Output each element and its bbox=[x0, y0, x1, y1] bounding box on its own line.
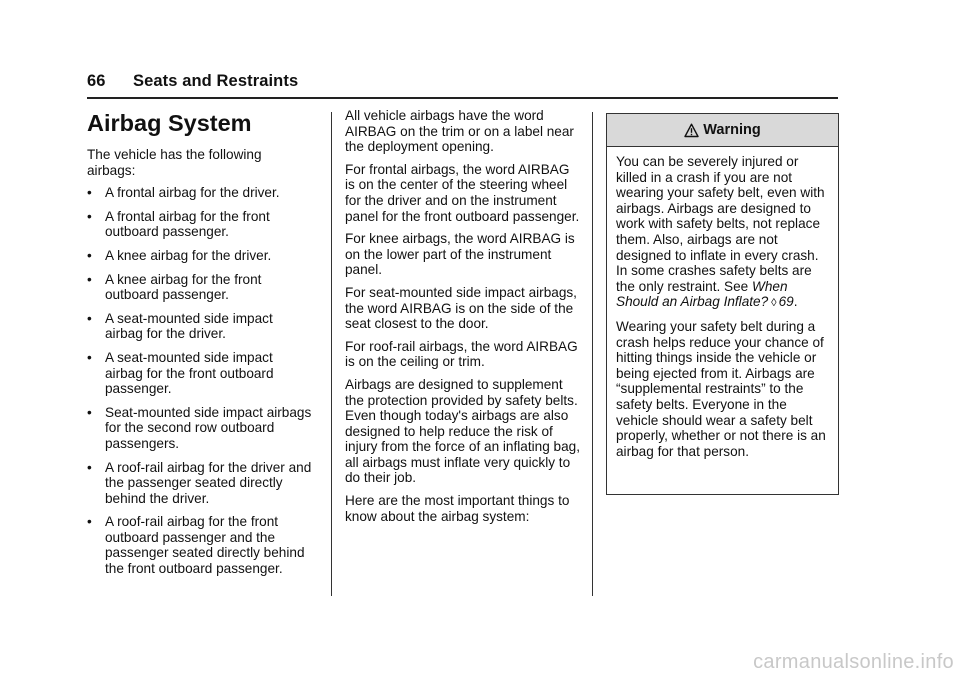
page-header bbox=[87, 72, 298, 91]
page-ref-icon: ◊ bbox=[771, 297, 777, 310]
paragraph: Here are the most important things to know about the airbag system: bbox=[345, 493, 570, 524]
airbag-list bbox=[87, 185, 312, 576]
list-item: • A knee airbag for the front outboard passenger. bbox=[87, 271, 262, 303]
column-divider bbox=[331, 112, 332, 596]
list-item: • A roof-rail airbag for the front outboard passenger and the passenger seated directly behind the front outboard passenger. bbox=[87, 514, 305, 577]
warning-body bbox=[607, 147, 838, 459]
warning-paragraph: Wearing your safety belt during a crash helps reduce your chance of hitting things inside the vehicle or being ejected from it. Airbags are “supplemental restraints” to the safety belts. Everyone in the vehicle should wear a safety belt properly, whether or not there is an airbag for that person. bbox=[616, 318, 826, 459]
page-number: 66 bbox=[87, 72, 106, 90]
warning-triangle-icon bbox=[684, 123, 699, 138]
cross-reference-page[interactable]: 69 bbox=[778, 294, 794, 310]
watermark: carmanualsonline.info bbox=[753, 651, 954, 673]
list-item: • A seat-mounted side impact airbag for the front outboard passenger. bbox=[87, 349, 274, 397]
paragraph: All vehicle airbags have the word AIRBAG on the trim or on a label near the deployment opening. bbox=[345, 108, 574, 155]
paragraph: For knee airbags, the word AIRBAG is on the lower part of the instrument panel. bbox=[345, 231, 575, 278]
bullet: • bbox=[87, 349, 92, 365]
list-item: • A seat-mounted side impact airbag for the driver. bbox=[87, 310, 273, 342]
paragraph: For seat-mounted side impact airbags, the word AIRBAG is on the side of the seat closest to the door. bbox=[345, 284, 577, 332]
bullet: • bbox=[87, 271, 92, 287]
column-divider bbox=[592, 112, 593, 596]
bullet: • bbox=[87, 247, 92, 263]
bullet: • bbox=[87, 514, 92, 530]
bullet: • bbox=[87, 404, 92, 420]
list-item: • A frontal airbag for the driver. bbox=[87, 185, 280, 201]
column-2 bbox=[345, 108, 580, 531]
paragraph: Airbags are designed to supplement the protection provided by safety belts. Even though today's airbags are also designed to help reduce the risk of injury from the force of an inflating bag, all airbags must inflate very quickly to do their job. bbox=[345, 376, 580, 486]
column-1 bbox=[87, 109, 312, 585]
section-title: Seats and Restraints bbox=[133, 72, 299, 90]
warning-paragraph: You can be severely injured or killed in a crash if you are not wearing your safety belt, even with airbags. Airbags are designed to work with safety belts, not replace them. Also, airbags are not designed to inflate in every crash. In some crashes safety belts are the only restraint. See When Should an Airbag Inflate? ◊ 69. bbox=[616, 154, 825, 310]
bullet: • bbox=[87, 185, 92, 201]
page-title: Airbag System bbox=[87, 110, 252, 136]
bullet: • bbox=[87, 208, 92, 224]
list-item: • A roof-rail airbag for the driver and the passenger seated directly behind the driver. bbox=[87, 459, 312, 506]
warning-header bbox=[607, 114, 838, 147]
intro-text: The vehicle has the following airbags: bbox=[87, 147, 262, 178]
list-item: • A frontal airbag for the front outboard passenger. bbox=[87, 208, 270, 240]
paragraph: For frontal airbags, the word AIRBAG is on the center of the steering wheel for the driver and on the instrument panel for the front outboard passenger. bbox=[345, 161, 580, 224]
bullet: • bbox=[87, 459, 92, 475]
cross-reference-title[interactable]: When Should an Airbag Inflate? bbox=[616, 278, 788, 310]
warning-box bbox=[606, 113, 839, 495]
warning-title: Warning bbox=[703, 122, 761, 138]
paragraph: For roof-rail airbags, the word AIRBAG is on the ceiling or trim. bbox=[345, 338, 578, 370]
header-rule bbox=[87, 97, 838, 99]
list-item: • Seat-mounted side impact airbags for the second row outboard passengers. bbox=[87, 404, 312, 451]
list-item: • A knee airbag for the driver. bbox=[87, 247, 272, 263]
bullet: • bbox=[87, 310, 92, 326]
